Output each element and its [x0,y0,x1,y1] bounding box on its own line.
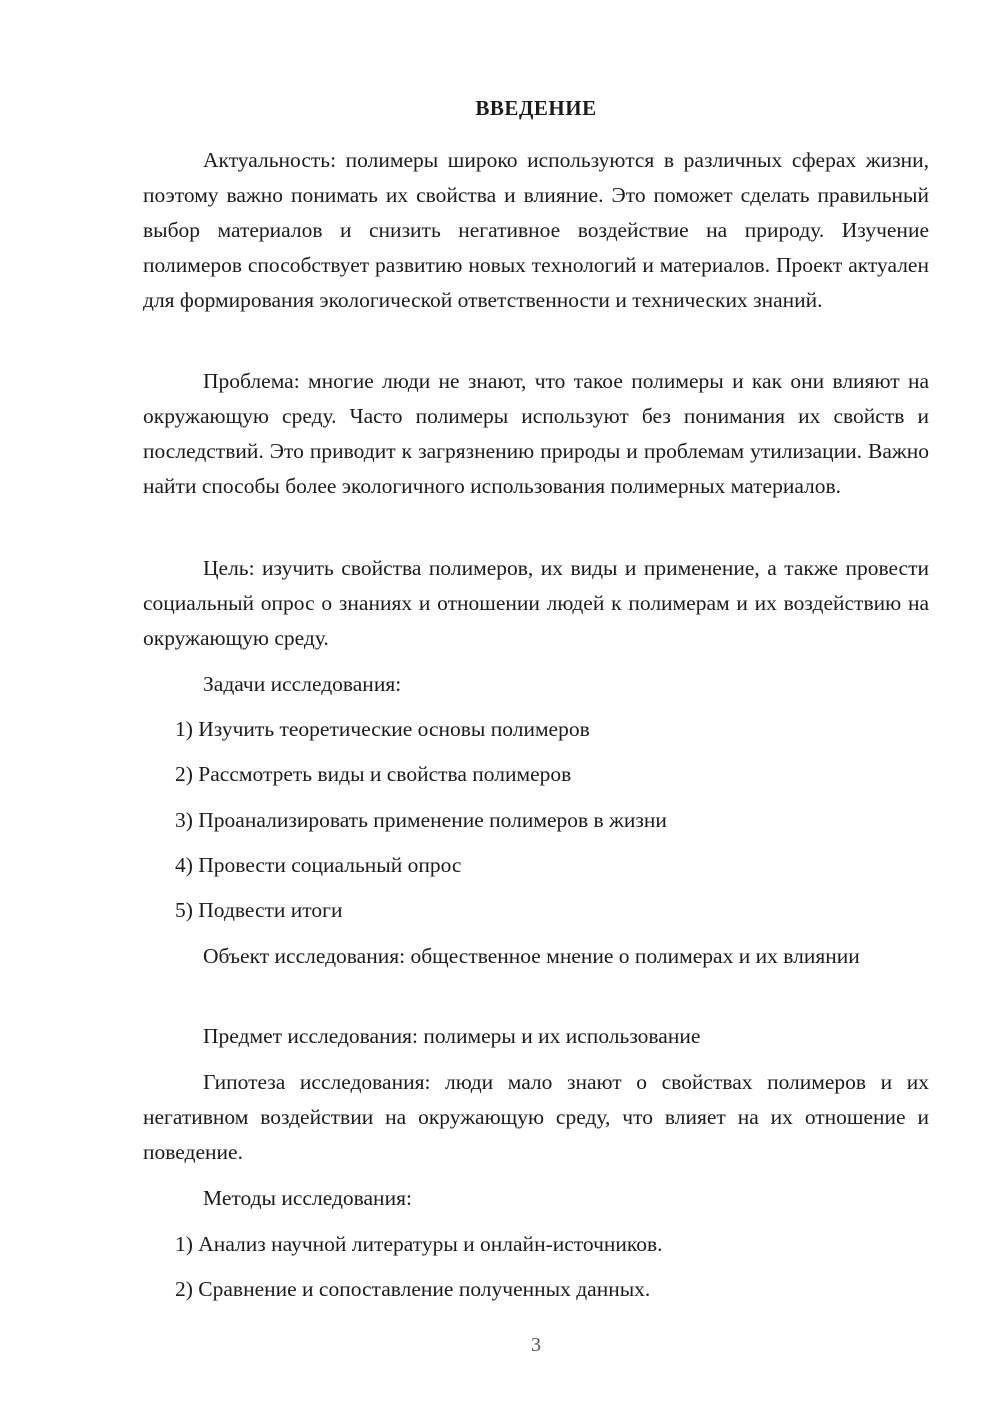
relevance-paragraph: Актуальность: полимеры широко используются в различных сферах жизни, поэтому важно понимать их свойства и влияние. Это поможет сделать правильный выбор материалов и снизить негативное воздействие на природу. Изучение полимеров способствует развитию новых технологий и материалов. Проект актуален для формирования экологической ответственности и технических знаний. [143,148,929,312]
task-item-5: 5) Подвести итоги [175,898,343,922]
problem-paragraph: Проблема: многие люди не знают, что такое полимеры и как они влияют на окружающую среду. Часто полимеры используют без понимания их свойств и последствий. Это приводит к загрязнению природы и проблемам утилизации. Важно найти способы более экологичного использования полимерных материалов. [143,369,929,498]
task-item-2: 2) Рассмотреть виды и свойства полимеров [175,762,572,786]
method-item-2: 2) Сравнение и сопоставление полученных данных. [175,1277,651,1301]
object-paragraph: Объект исследования: общественное мнение о полимерах и их влиянии [203,944,860,968]
page-title: ВВЕДЕНИЕ [475,96,597,120]
method-item-1: 1) Анализ научной литературы и онлайн-источников. [175,1232,663,1256]
task-item-3: 3) Проанализировать применение полимеров в жизни [175,808,667,832]
task-item-1: 1) Изучить теоретические основы полимеров [175,717,590,741]
page-number: 3 [531,1334,541,1356]
goal-paragraph: Цель: изучить свойства полимеров, их виды и применение, а также провести социальный опрос о знаниях и отношении людей к полимерам и их воздействию на окружающую среду. [143,556,929,650]
methods-title: Методы исследования: [203,1186,412,1210]
task-item-4: 4) Провести социальный опрос [175,853,462,877]
tasks-title: Задачи исследования: [203,672,402,696]
hypothesis-paragraph: Гипотеза исследования: люди мало знают о свойствах полимеров и их негативном воздействии на окружающую среду, что влияет на их отношение и поведение. [143,1070,929,1164]
subject-paragraph: Предмет исследования: полимеры и их использование [203,1024,701,1048]
